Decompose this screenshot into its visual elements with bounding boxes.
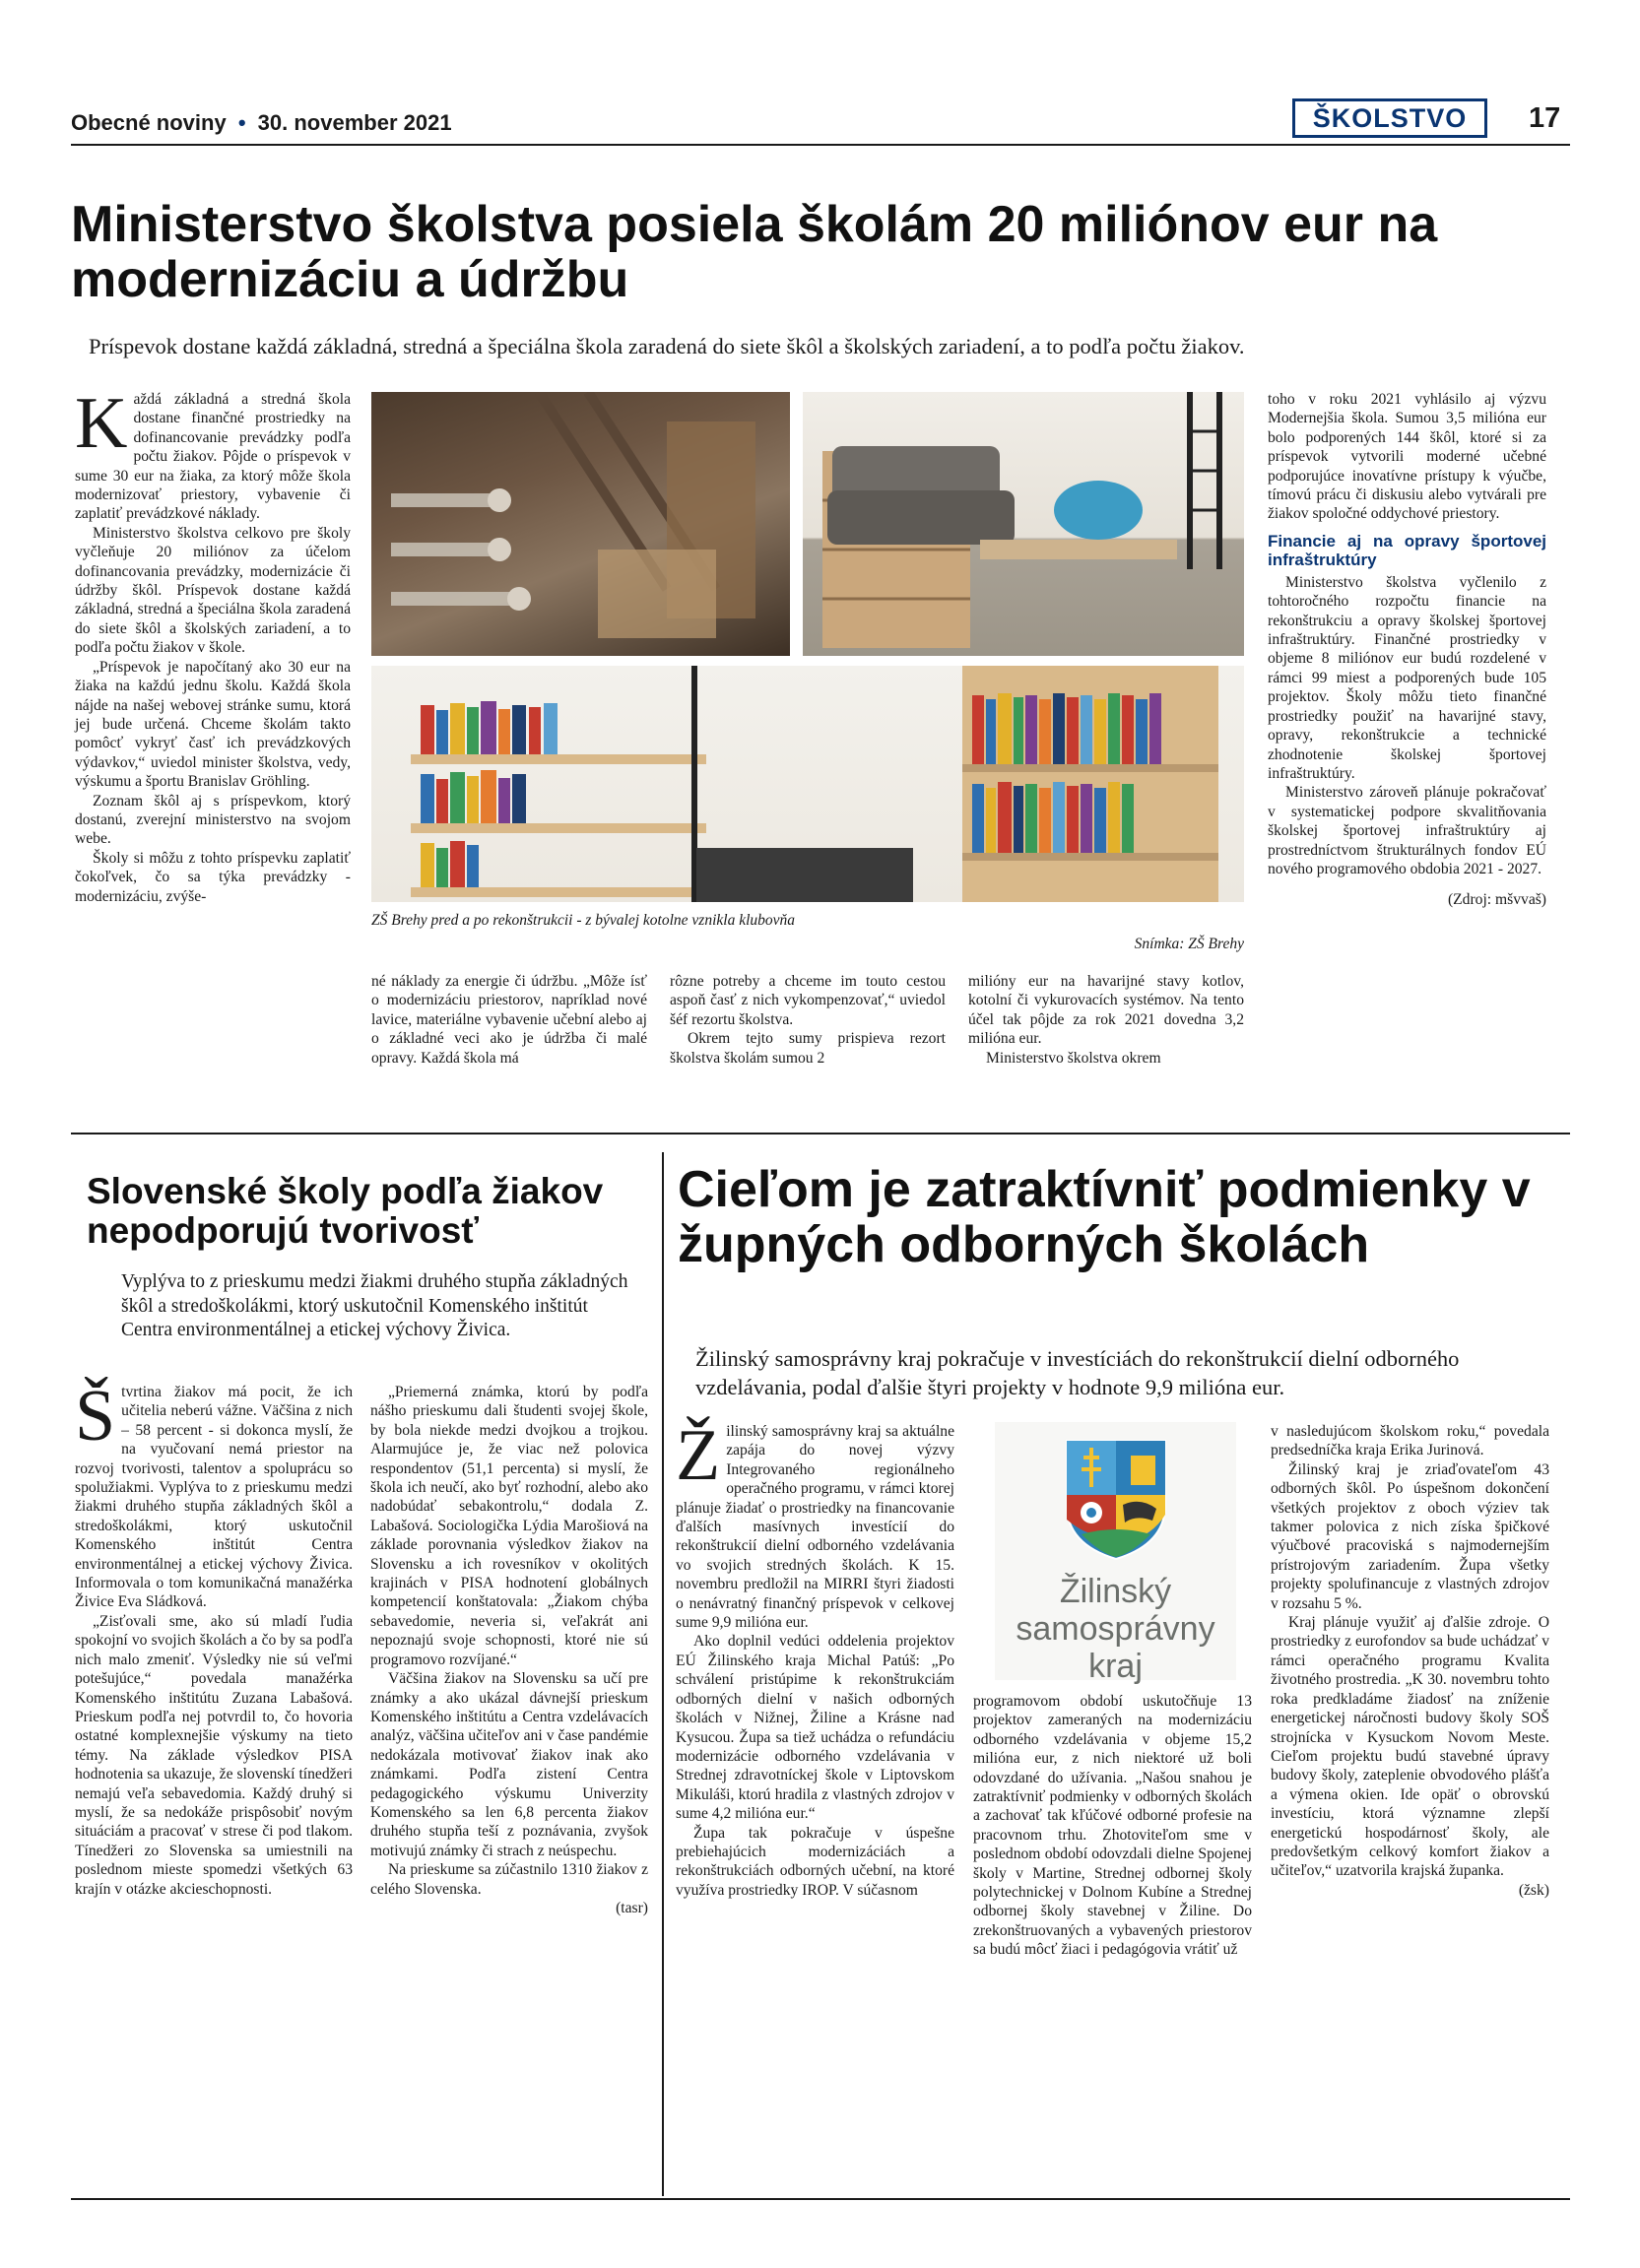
paragraph: Ministerstvo zároveň plánuje pokračovať v systematickej podpore skvalitňovania školskej športovej infraštruktúry aj prostredníctvom štrukturálnych fondov EÚ nového programového obdobia 2021 - 2027. bbox=[1268, 784, 1546, 877]
vertical-divider bbox=[662, 1152, 664, 2196]
article1-column-5 bbox=[1268, 390, 1546, 910]
paragraph: programovom období uskutočňuje 13 projektov zameraných na modernizáciu odborného vzdelávania v objeme 15,2 milióna eur, z nich niektoré už boli odovzdané do užívania. „Našou snahou je zatraktívniť podmienky v odborných školách a zachovať tak kľúčové odborné profesie na pracovnom trhu. Zhotoviteľom sme v poslednom období odovzdali dielne Spojenej školy v Martine, Strednej odbornej školy polytechnickej v Dolnom Kubíne a Strednej odbornej školy stavebnej v Žiline. Do zrekonštruovaných a vybavených priestorov sa budú môcť žiaci i pedagógovia vrátiť už bbox=[973, 1693, 1252, 1959]
logo-text bbox=[995, 1573, 1236, 1685]
paragraph: rôzne potreby a chceme im touto cestou aspoň časť z nich vykompenzovať,“ uviedol šéf rezortu školstva. bbox=[670, 973, 946, 1028]
logo-line-1: Žilinský bbox=[1059, 1573, 1172, 1610]
source-note: (tasr) bbox=[616, 1899, 648, 1916]
paragraph: milióny eur na havarijné stavy kotlov, kotolní či vykurovacích systémov. Na tento účel tak pôjde za rok 2021 dovedna 3,2 milióna eur. bbox=[968, 973, 1244, 1048]
header-rule bbox=[71, 144, 1570, 146]
bookshelves-illustration bbox=[371, 666, 1244, 902]
paragraph: Ministerstvo školstva celkovo pre školy vyčleňuje 20 miliónov za účelom dofinancovania prevádzky, modernizácie či údržby škôl. Príspevok dostane každá základná, stredná a špeciálna škola zaradená do siete škôl a školských zariadení, a to podľa počtu žiakov v škole. bbox=[75, 524, 351, 657]
paragraph: toho v roku 2021 vyhlásilo aj výzvu Modernejšia škola. Sumou 3,5 milióna eur bolo podporených 144 škôl, ktoré si za príspevok vytvorili moderné učebné podporujúce inovatívne prístupy k výučbe, tímovú prácu či diskusiu alebo vytvárali pre žiakov spoločné oddychové priestory. bbox=[1268, 391, 1546, 523]
header-paper-date bbox=[71, 110, 452, 136]
section-divider bbox=[71, 1133, 1570, 1134]
clubroom-illustration bbox=[803, 392, 1244, 656]
source-note: (Zdroj: mšvvaš) bbox=[1447, 891, 1546, 909]
page-number: 17 bbox=[1529, 102, 1561, 134]
photo-caption: ZŠ Brehy pred a po rekonštrukcii - z bývalej kotolne vznikla klubovňa bbox=[371, 912, 796, 929]
paragraph: „Zisťovali sme, ako sú mladí ľudia spokojní vo svojich školách a čo by sa podľa nich malo zmeniť. Výsledky nie sú veľmi potešujúce,“ povedala manažérka Komenského inštitútu Zuzana Labašová. Prieskum podľa nej potvrdil to, čo hovoria ostatné komplexnejšie výskumy na tieto témy. Na základe výsledkov PISA hodnotenia sa ukazuje, že slovenskí tínedžeri nemajú veľa sebavedomia. Každý druhý si myslí, že sa nedokáže prispôsobiť novým situáciám a pracovať v strese či pod tlakom. Tínedžeri zo Slovenska sa umiestnili na poslednom mieste spomedzi všetkých 63 krajín v otázke akcieschopnosti. bbox=[75, 1612, 353, 1898]
photo-clubroom-sofa bbox=[803, 392, 1244, 656]
paragraph: Kraj plánuje využiť aj ďalšie zdroje. O prostriedky z eurofondov sa bude uchádzať v rámci operačného programu Kvalita životného prostredia. „K 30. novembru tohto roka predkladáme žiadosť na zníženie energetickej náročnosti budovy školy SOŠ strojnícka v Kysuckom Novom Meste. Cieľom projektu budú stavebné úpravy budovy školy, zateplenie obvodového plášťa a výmena okien. Ide opäť o obrovskú investíciu, ktorá významne zlepší energetickú hospodárnosť školy, ale predovšetkým celkový komfort žiakov a učiteľov,“ uzatvorila krajská županka. bbox=[1271, 1614, 1549, 1880]
issue-date: 30. november 2021 bbox=[257, 110, 452, 135]
article2-title: Slovenské školy podľa žiakov nepodporujú tvorivosť bbox=[87, 1171, 604, 1251]
photo-bookshelves bbox=[371, 666, 1244, 902]
paragraph: Okrem tejto sumy prispieva rezort školstva školám sumou 2 bbox=[670, 1030, 946, 1067]
paragraph: Žilinský kraj je zriaďovateľom 43 odborných škôl. Po úspešnom dokončení všetkých projektov z oboch výziev tak takmer polovica z nich získa špičkové výučbové pracoviská s najmodernejším prístrojovým zariadením. Župa všetky projekty spolufinancuje z vlastných zdrojov v rozsahu 5 %. bbox=[1271, 1460, 1549, 1612]
paragraph: v nasledujúcom školskom roku,“ povedala predsedníčka kraja Erika Jurinová. bbox=[1271, 1423, 1549, 1459]
photo-credit: Snímka: ZŠ Brehy bbox=[1134, 936, 1244, 952]
photo-boiler-room bbox=[371, 392, 790, 656]
paragraph: aždá základná a stredná škola dostane finančné prostriedky na dofinancovanie prevádzky podľa počtu žiakov. Pôjde o príspevok v sume 30 eur na žiaka, za ktorý môže škola modernizovať priestory, vybavenie či zaplatiť prevádzkové náklady. bbox=[75, 391, 351, 523]
article3-column-1 bbox=[676, 1415, 954, 1900]
paragraph: „Príspevok je napočítaný ako 30 eur na žiaka na každú jednu školu. Každá škola nájde na našej webovej stránke sumu, ktorá jej bude určená. Chceme školám takto pomôcť vykryť časť ich prevádzkových výdavkov,“ uviedol minister školstva, vedy, výskumu a športu Branislav Gröhling. bbox=[75, 658, 351, 791]
paragraph: ilinský samosprávny kraj sa aktuálne zapája do novej výzvy Integrovaného regionálneho operačného programu, v rámci ktorej plánuje žiadať o prostriedky na financovanie ďalších masívnych investícií do rekonštrukcií dielní odborného vzdelávania vo svojich stredných školách. K 15. novembru predložil na MIRRI štyri žiadosti o nenávratný finančný príspevok v celkovej sume 9,9 milióna eur. bbox=[676, 1423, 954, 1632]
dropcap: K bbox=[75, 383, 128, 464]
article1-column-3 bbox=[670, 972, 946, 1068]
footer-rule bbox=[71, 2198, 1570, 2200]
article3-lead: Žilinský samosprávny kraj pokračuje v investíciách do rekonštrukcií dielní odborného vzdelávania, podal ďalšie štyri projekty v hodnote 9,9 milióna eur. bbox=[695, 1346, 1460, 1399]
paragraph: Ministerstvo školstva okrem bbox=[986, 1049, 1161, 1067]
section-badge: ŠKOLSTVO bbox=[1292, 98, 1487, 138]
article2-column-1 bbox=[75, 1376, 353, 1899]
article1-column-4 bbox=[968, 972, 1244, 1068]
article3-title: Cieľom je zatraktívniť podmienky v župných odborných školách bbox=[678, 1161, 1531, 1273]
paragraph: tvrtina žiakov má pocit, že ich učitelia neberú vážne. Väčšina z nich – 58 percent - si dokonca myslí, že na vyučovaní nemá priestor na rozvoj tvorivosti, talentov a spoluprácu so spolužiakmi. Vyplýva to z prieskumu medzi žiakmi druhého stupňa základných škôl a stredoškolákmi, ktorý uskutočnil Komenského inštitút Centra environmentálnej a etickej výchovy Živica. Informovala o tom komunikačná manažérka Živice Eva Sládková. bbox=[75, 1384, 353, 1611]
dropcap: Ž bbox=[676, 1415, 721, 1496]
coat-of-arms-icon bbox=[1062, 1436, 1170, 1564]
paragraph: Školy si môžu z tohto príspevku zaplatiť čokoľvek, čo sa týka prevádzky - modernizáciu, zvýše- bbox=[75, 849, 351, 905]
boiler-room-illustration bbox=[371, 392, 790, 656]
zilina-region-logo bbox=[995, 1422, 1236, 1685]
subheading: Financie aj na opravy športovej infraštruktúry bbox=[1268, 531, 1546, 569]
article3-column-3 bbox=[1271, 1422, 1549, 1900]
article2-lead: Vyplýva to z prieskumu medzi žiakmi druhého stupňa základných škôl a stredoškolákmi, ktorý uskutočnil Komenského inštitút Centra environmentálnej a etickej výchovy Živica. bbox=[121, 1271, 628, 1340]
paragraph: Ako doplnil vedúci oddelenia projektov EÚ Žilinského kraja Michal Patúš: „Po schválení pristúpime k rekonštrukciám odborných dielní v našich odborných školách v Nižnej, Žiline a Krásne nad Kysucou. Župa sa tiež uchádza o refundáciu modernizácie odborného vzdelávania v Strednej zdravotníckej škole v Liptovskom Mikuláši, ktorú hradila z vlastných zdrojov v sume 4,2 milióna eur.“ bbox=[676, 1633, 954, 1823]
paragraph: Župa tak pokračuje v úspešne prebiehajúcich modernizáciách a rekonštrukciách odborných učební, na ktoré využíva prostriedky IROP. V súčasnom bbox=[676, 1824, 954, 1899]
source-note: (žsk) bbox=[1518, 1881, 1549, 1899]
paragraph: né náklady za energie či údržbu. „Môže ísť o modernizáciu priestorov, napríklad nové lavice, materiálne vybavenie učební alebo aj o základné veci ako je údržba či malé opravy. Každá škola má bbox=[371, 973, 647, 1067]
article1-column-1 bbox=[75, 383, 351, 1124]
paragraph: Zoznam škôl aj s príspevkom, ktorý dostanú, zverejní ministerstvo na svojom webe. bbox=[75, 792, 351, 848]
paper-name: Obecné noviny bbox=[71, 110, 227, 135]
logo-line-2: samosprávny bbox=[1016, 1610, 1215, 1648]
article3-column-2 bbox=[973, 1692, 1252, 1960]
article1-lead: Príspevok dostane každá základná, stredná a špeciálna škola zaradená do siete škôl a školských zariadení, a to podľa počtu žiakov. bbox=[89, 334, 1245, 358]
article1-title: Ministerstvo školstva posiela školám 20 miliónov eur na modernizáciu a údržbu bbox=[71, 196, 1438, 308]
article1-column-2 bbox=[371, 972, 647, 1068]
logo-line-3: kraj bbox=[1088, 1648, 1143, 1685]
article2-column-2 bbox=[370, 1383, 648, 1917]
bullet-icon: • bbox=[237, 110, 246, 135]
paragraph: Na prieskume sa zúčastnilo 1310 žiakov z celého Slovenska. bbox=[370, 1861, 648, 1898]
dropcap: Š bbox=[75, 1376, 116, 1457]
paragraph: Väčšina žiakov na Slovensku sa učí pre známky a ako ukázal dávnejší prieskum Komenského inštitútu a Centra vzdelávacích analýz, väčšina učiteľov ani v čase pandémie nedokázala motivovať žiakov inak ako známkami. Podľa zistení Centra pedagogického výskumu Univerzity Komenského sa len 6,8 percenta žiakov druhého stupňa teší z poznávania, zvyšok motivujú známky či strach z neúspechu. bbox=[370, 1670, 648, 1859]
paragraph: „Priemerná známka, ktorú by podľa nášho prieskumu dali študenti svojej škole, by bola niekde medzi dvojkou a trojkou. Alarmujúce je, že viac než polovica respondentov (51,1 percenta) si myslí, že škola ich neučí, ako byť rozhodní, alebo ako nadobúdať sebakontrolu,“ dodala Z. Labašová. Sociologička Lýdia Marošiová na základe porovnania výsledkov žiakov na Slovensku a ich rovesníkov v okolitých krajinách v PISA hodnotení globálnych kompetencií konštatovala: „Žiakom chýba sebavedomie, neveria si, veľakrát ani nepoznajú svoje schopnosti, ktoré nie sú programovo rozvíjané.“ bbox=[370, 1384, 648, 1668]
paragraph: Ministerstvo školstva vyčlenilo z tohtoročného rozpočtu financie na rekonštrukciu a opravy školskej športovej infraštruktúry. Finančné prostriedky v objeme 8 miliónov eur budú rozdelené v rámci 99 miest a podporených bude 105 projektov. Školy môžu tieto finančné prostriedky použiť na havarijné stavy, opravy, rekonštrukcie a technické zhodnotenie školskej športovej infraštruktúry. bbox=[1268, 573, 1546, 782]
